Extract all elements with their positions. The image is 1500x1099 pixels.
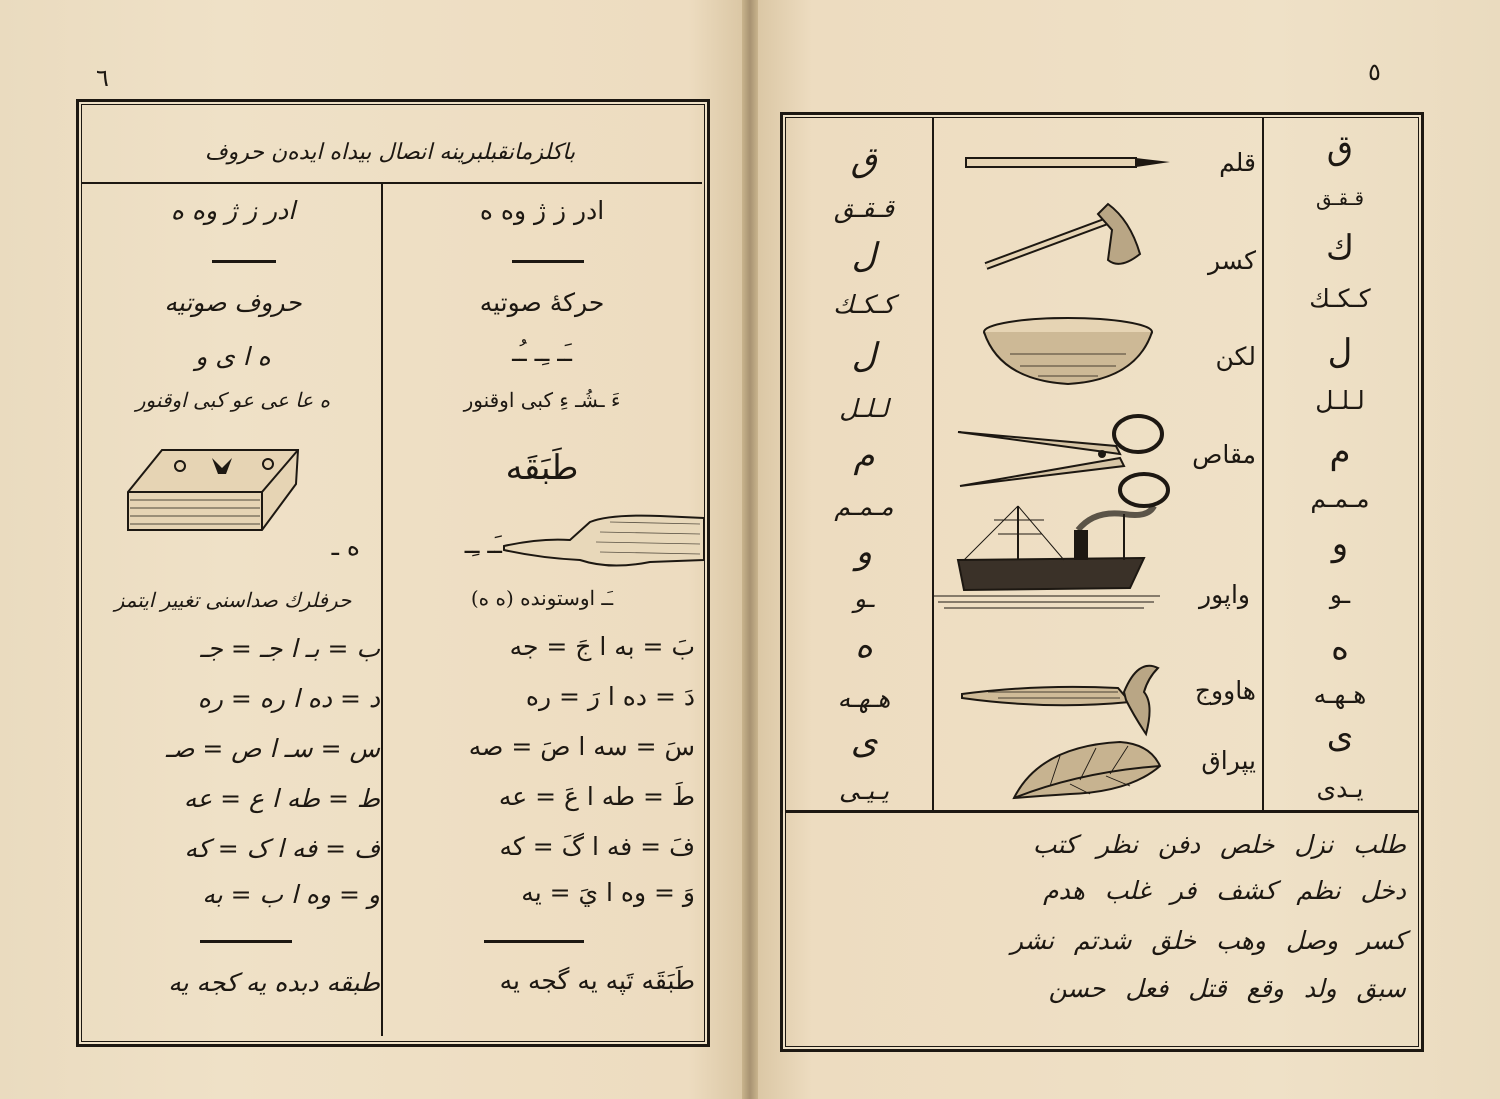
handwritten-letter: ل bbox=[851, 336, 877, 376]
pictures-divider bbox=[932, 118, 934, 810]
short-rule bbox=[200, 940, 292, 943]
letter-glyph: ك bbox=[1325, 228, 1355, 268]
pen-icon bbox=[964, 152, 1174, 174]
word-row: کسر وصل وهب خلق شدتم نشر bbox=[1010, 926, 1406, 955]
col-left-top-letters: ادر ز ژ وه ه bbox=[170, 196, 296, 225]
letter-forms: لـلـل bbox=[1315, 386, 1365, 415]
left-page-number: ٦ bbox=[96, 64, 109, 92]
col-right-note: ـَـ اوستونده (ه ه) bbox=[470, 586, 614, 610]
combo-row: دَ = ده ا رَ = ره bbox=[525, 682, 695, 711]
letter-glyph: م bbox=[1329, 432, 1351, 472]
handwritten-letter: ق bbox=[850, 140, 878, 180]
handwritten-forms: قـقـق bbox=[833, 194, 895, 223]
combo-row: وَ = وه ا يَ = يه bbox=[521, 878, 695, 907]
handwritten-letter: و bbox=[855, 532, 873, 572]
book-gutter bbox=[742, 0, 758, 1099]
steamship-icon bbox=[934, 500, 1160, 612]
picture-word: يپراق bbox=[1201, 746, 1256, 775]
word-row: طلب نزل خلص دفن نظر کتب bbox=[1032, 830, 1406, 859]
col-left-bottom: طبقه دبده یه کجه یه bbox=[168, 968, 380, 997]
letter-glyph: و bbox=[1331, 524, 1349, 564]
picture-word: لکن bbox=[1215, 342, 1256, 371]
short-rule bbox=[212, 260, 276, 263]
short-rule bbox=[512, 260, 584, 263]
letter-glyph: ه bbox=[1331, 628, 1349, 668]
letter-forms: مـمـم bbox=[1310, 484, 1370, 513]
carrot-icon bbox=[958, 658, 1164, 738]
header-divider bbox=[82, 182, 702, 184]
picture-word: کسر bbox=[1208, 246, 1256, 275]
pointing-hand-icon bbox=[500, 500, 704, 580]
combo-row: سَ = سه ا صَ = صه bbox=[468, 732, 695, 761]
handwritten-forms: يـيـى bbox=[839, 776, 889, 805]
word-row: سبق ولد وقع قتل فعل حسن bbox=[1048, 974, 1406, 1003]
combo-row: طَ = طه ا عَ = عه bbox=[498, 782, 695, 811]
handwritten-forms: مـمـم bbox=[834, 492, 894, 521]
letter-glyph: ل bbox=[1327, 332, 1353, 372]
combo-row: ب = بـ ا جـ = جـ bbox=[200, 634, 380, 663]
combo-row: و = وه ا ب = به bbox=[202, 880, 380, 909]
words-divider bbox=[786, 810, 1418, 813]
short-rule bbox=[484, 940, 584, 943]
letter-forms: کـکـك bbox=[1309, 284, 1371, 313]
axe-icon bbox=[980, 200, 1150, 274]
column-divider bbox=[381, 184, 383, 1036]
combo-row: ف = فه ا ک = که bbox=[184, 834, 380, 863]
col-left-note: حرفلرك صداسنی تغییر ایتمز bbox=[114, 588, 352, 612]
book-icon bbox=[122, 444, 302, 536]
letters-divider bbox=[1262, 118, 1264, 810]
left-page-header: باکلزمانقبلبرینه انصال بیداه ایده‌ن حروف bbox=[204, 140, 576, 165]
handwritten-forms: ـو bbox=[853, 584, 875, 613]
vowel-marks: ه ـ bbox=[331, 532, 360, 561]
haraka-examples: ءَ ـشُـ ءِ کبی اوقنور bbox=[463, 388, 621, 412]
handwritten-letter: ه bbox=[855, 626, 873, 666]
combo-row: د = ده ا ره = ره bbox=[197, 684, 380, 713]
handwritten-letter: ى bbox=[850, 722, 878, 762]
handwritten-forms: لـلـل bbox=[839, 394, 889, 423]
letter-glyph: ق bbox=[1326, 128, 1354, 168]
word-row: دخل نظم کشف فر غلب هدم bbox=[1043, 876, 1406, 905]
picture-word: مقاص bbox=[1192, 440, 1256, 469]
col-left-section-title: حروف صوتيه bbox=[164, 288, 302, 317]
combo-row: بَ = به ا جَ = جه bbox=[509, 632, 695, 661]
letter-forms: هـهـه bbox=[1313, 680, 1367, 709]
basin-icon bbox=[980, 314, 1156, 388]
handwritten-letter: ل bbox=[851, 236, 877, 276]
vowel-letters: ه ا ى و bbox=[195, 342, 271, 371]
letter-forms: ـو bbox=[1329, 580, 1351, 609]
handwritten-letter: م bbox=[853, 436, 875, 476]
combo-row: فَ = فه ا گَ = که bbox=[499, 832, 695, 861]
letter-glyph: ى bbox=[1326, 716, 1354, 756]
vowel-examples: ه عا عی عو کبی اوقنور bbox=[135, 388, 331, 412]
combo-row: ط = طه ا ع = عه bbox=[183, 784, 380, 813]
letter-forms: يـدى bbox=[1316, 774, 1364, 803]
col-right-bottom: طَبَقَه تَپه یه گجه یه bbox=[499, 966, 695, 995]
handwritten-forms: کـکـك bbox=[833, 290, 895, 319]
letter-forms: قـقـق bbox=[1315, 186, 1365, 210]
handwritten-forms: هـهـه bbox=[837, 684, 891, 713]
right-page-number: ٥ bbox=[1368, 58, 1381, 86]
haraka-row: ـَـ ـِـ ـُـ bbox=[512, 338, 572, 367]
picture-word: هاووج bbox=[1194, 676, 1256, 705]
leaf-icon bbox=[1010, 736, 1162, 804]
picture-word: واپور bbox=[1199, 580, 1250, 609]
hand-marks: ـَـ ـِـ bbox=[464, 530, 502, 559]
combo-row: س = سـ ا ص = صـ bbox=[165, 734, 380, 763]
col-right-section-title: حركهٔ صوتيه bbox=[479, 288, 605, 317]
scissors-icon bbox=[952, 406, 1174, 510]
picture-word: قلم bbox=[1219, 148, 1256, 177]
example-word: طَبَقَه bbox=[505, 448, 579, 488]
col-right-top-letters: ادر ز ژ وه ه bbox=[479, 196, 605, 225]
